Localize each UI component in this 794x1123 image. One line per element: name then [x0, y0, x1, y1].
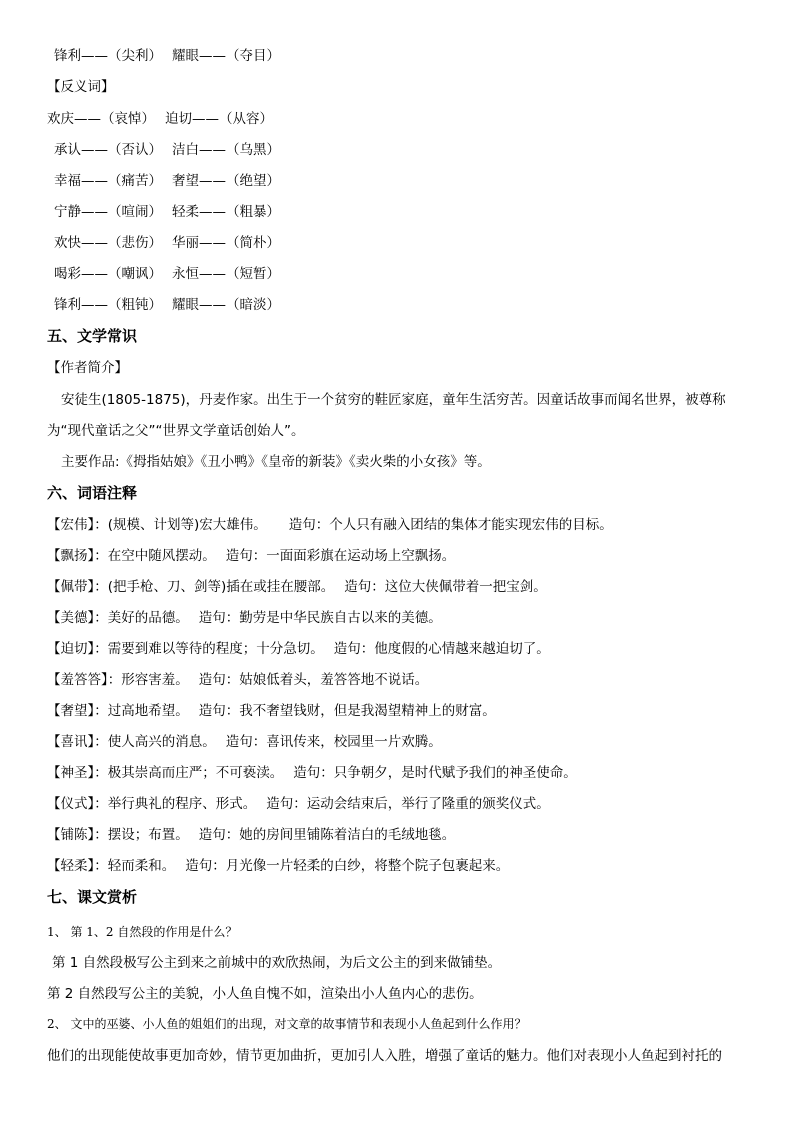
vocab-example: 造句：个人只有融入团结的集体才能实现宏伟的目标。 [288, 517, 613, 533]
antonym-pair: 锋利——（粗钝） [54, 297, 162, 313]
antonym-pair: 喝彩——（嘲讽） [54, 266, 162, 282]
vocab-entry [47, 733, 442, 751]
antonym-pair: 轻柔——（粗暴） [172, 204, 280, 220]
vocab-example: 造句：一面面彩旗在运动场上空飘扬。 [225, 548, 456, 564]
author-intro-heading: 【作者简介】 [47, 360, 128, 376]
vocab-definition: ：需要到难以等待的程度；十分急切。 [94, 641, 324, 657]
vocab-term: 【羞答答】 [47, 672, 108, 688]
answer-text: 他们的出现能使故事更加奇妙，情节更加曲折，更加引人入胜，增强了童话的魅力。他们对表现小人鱼起到衬托的 [47, 1048, 722, 1064]
synonym-pair: 耀眼——（夺目） [172, 48, 280, 64]
vocab-definition: ：形容害羞。 [107, 672, 189, 688]
vocab-example: 造句：他度假的心情越来越迫切了。 [333, 641, 550, 657]
vocab-entry [47, 857, 509, 875]
vocab-term: 【佩带】 [47, 579, 95, 595]
vocab-definition: ：摆设；布置。 [94, 827, 189, 843]
vocab-example: 造句：姑娘低着头，羞答答地不说话。 [198, 672, 429, 688]
antonym-row [54, 203, 280, 221]
vocab-entry [47, 516, 613, 534]
antonym-pair: 洁白——（乌黑） [172, 142, 280, 158]
vocab-entry [47, 795, 550, 813]
antonym-row [47, 110, 273, 128]
antonyms-heading: 【反义词】 [47, 79, 115, 95]
vocab-entry [47, 547, 455, 565]
vocab-definition: ：在空中随风摆动。 [94, 548, 216, 564]
antonym-row [54, 265, 280, 283]
vocab-definition: ：使人高兴的消息。 [94, 734, 216, 750]
question: 1、 第 1、2 自然段的作用是什么？ [47, 925, 238, 939]
section-heading: 七、课文赏析 [47, 888, 138, 906]
antonym-pair: 奢望——（绝望） [172, 173, 280, 189]
vocab-entry [47, 640, 550, 658]
antonym-pair: 欢快——（悲伤） [54, 235, 162, 251]
vocab-example: 造句：只争朝夕，是时代赋予我们的神圣使命。 [293, 765, 577, 781]
vocab-entry [47, 578, 547, 596]
antonym-pair: 承认——（否认） [54, 142, 162, 158]
vocab-term: 【喜讯】 [47, 734, 95, 750]
major-works: 主要作品:《拇指姑娘》《丑小鸭》《皇帝的新装》《卖火柴的小女孩》等。 [61, 454, 491, 470]
synonym-pair: 锋利——（尖利） [54, 48, 162, 64]
section-heading: 六、词语注释 [47, 484, 138, 502]
antonym-pair: 永恒——（短暂） [172, 266, 280, 282]
vocab-term: 【仪式】 [47, 796, 95, 812]
vocab-term: 【宏伟】 [47, 517, 95, 533]
antonym-pair: 欢庆——（哀悼） [47, 111, 155, 127]
antonym-row [54, 141, 280, 159]
vocab-definition: ：(把手枪、刀、剑等)插在或挂在腰部。 [94, 579, 335, 595]
vocab-example: 造句：这位大侠佩带着一把宝剑。 [344, 579, 547, 595]
vocab-entry [47, 764, 577, 782]
vocab-term: 【轻柔】 [47, 858, 95, 874]
vocab-entry [47, 826, 455, 844]
vocab-example: 造句：喜讯传来，校园里一片欢腾。 [225, 734, 442, 750]
antonym-pair: 宁静——（喧闹） [54, 204, 162, 220]
antonym-row [54, 296, 280, 314]
vocab-example: 造句：我不奢望钱财，但是我渴望精神上的财富。 [198, 703, 496, 719]
antonym-pair: 幸福——（痛苦） [54, 173, 162, 189]
antonym-pair: 华丽——（简朴） [172, 235, 280, 251]
vocab-definition: ：美好的品德。 [94, 610, 189, 626]
answer-text: 第 2 自然段写公主的美貌，小人鱼自愧不如，渲染出小人鱼内心的悲伤。 [47, 986, 483, 1002]
synonym-row [54, 47, 280, 65]
vocab-example: 造句：她的房间里铺陈着洁白的毛绒地毯。 [198, 827, 456, 843]
vocab-term: 【飘扬】 [47, 548, 95, 564]
author-intro-text: 为“现代童话之父”“世界文学童话创始人”。 [47, 423, 305, 439]
author-intro-text: 安徒生(1805-1875)，丹麦作家。出生于一个贫穷的鞋匠家庭，童年生活穷苦。因童话故事而闻名世界，被尊称 [61, 392, 726, 408]
vocab-term: 【奢望】 [47, 703, 95, 719]
vocab-definition: ：极其崇高而庄严；不可亵渎。 [94, 765, 284, 781]
vocab-term: 【神圣】 [47, 765, 95, 781]
vocab-entry [47, 609, 442, 627]
vocab-definition: ：举行典礼的程序、形式。 [94, 796, 257, 812]
answer-text: 第 1 自然段极写公主到来之前城中的欢欣热闹，为后文公主的到来做铺垫。 [52, 955, 502, 971]
vocab-definition: ：(规模、计划等)宏大雄伟。 [94, 517, 267, 533]
section-heading: 五、文学常识 [47, 327, 138, 345]
antonym-pair: 迫切——（从容） [165, 111, 273, 127]
vocab-example: 造句：勤劳是中华民族自古以来的美德。 [198, 610, 442, 626]
vocab-definition: ：轻而柔和。 [94, 858, 176, 874]
vocab-term: 【美德】 [47, 610, 95, 626]
vocab-term: 【迫切】 [47, 641, 95, 657]
question: 2、 文中的巫婆、小人鱼的姐姐们的出现，对文章的故事情节和表现小人鱼起到什么作用？ [47, 1017, 527, 1031]
antonym-row [54, 234, 280, 252]
vocab-example: 造句：月光像一片轻柔的白纱，将整个院子包裹起来。 [185, 858, 510, 874]
vocab-example: 造句：运动会结束后，举行了隆重的颁奖仪式。 [266, 796, 550, 812]
antonym-pair: 耀眼——（暗淡） [172, 297, 280, 313]
vocab-definition: ：过高地希望。 [94, 703, 189, 719]
vocab-entry [47, 702, 496, 720]
vocab-entry [47, 671, 428, 689]
antonym-row [54, 172, 280, 190]
vocab-term: 【铺陈】 [47, 827, 95, 843]
